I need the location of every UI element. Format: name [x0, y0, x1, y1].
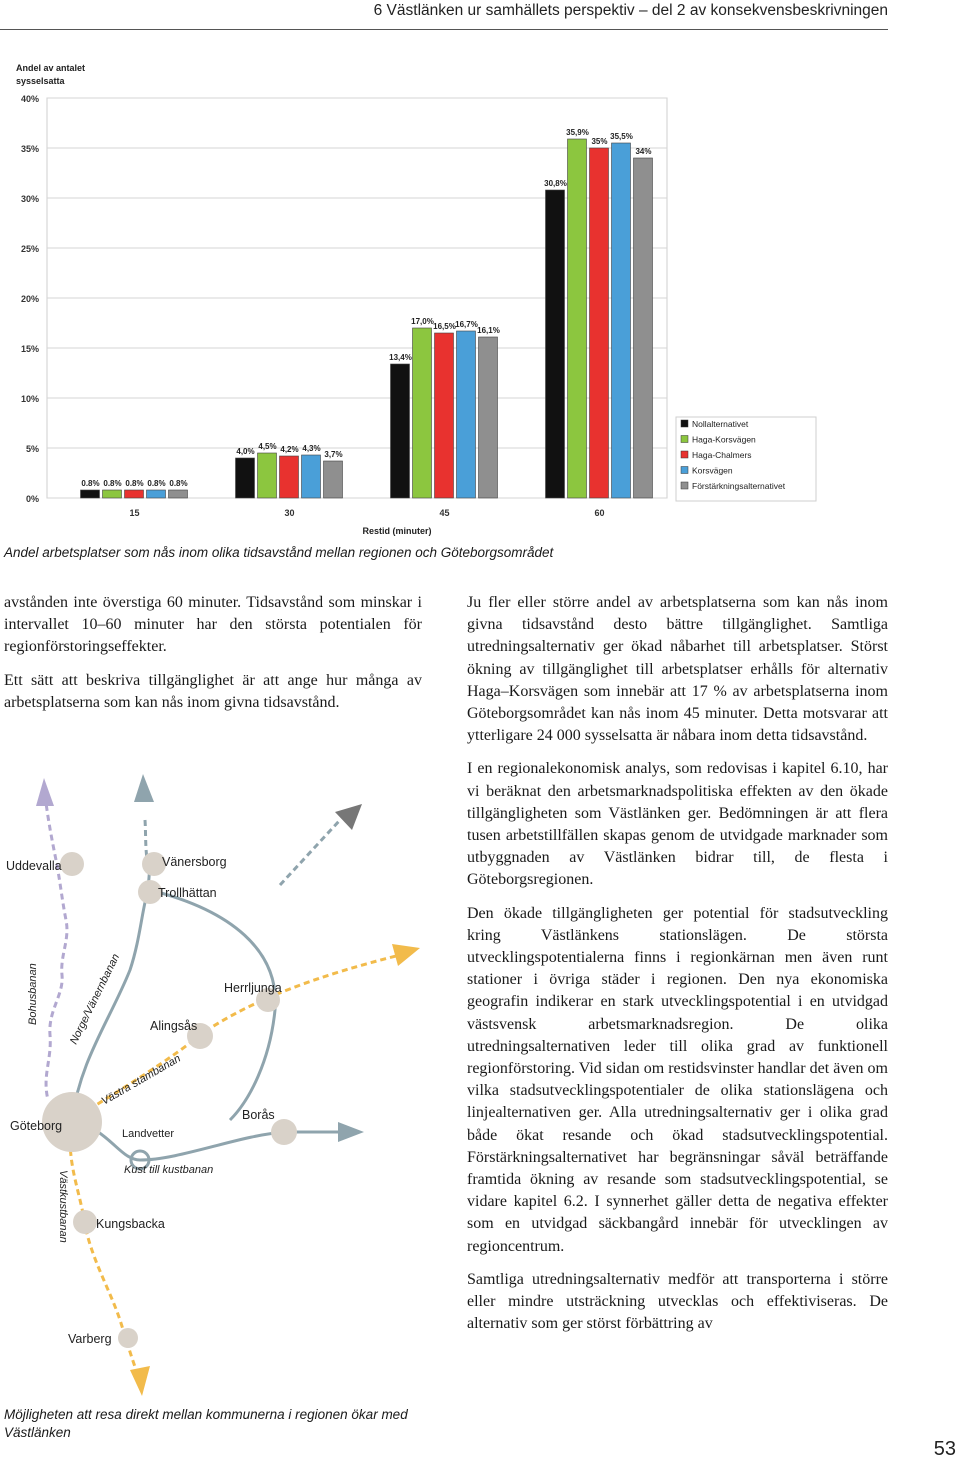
bar [147, 490, 166, 498]
y-tick-label: 35% [20, 144, 39, 154]
bar [236, 458, 255, 498]
data-label: 0.8% [81, 479, 100, 488]
label-bohusbanan: Bohusbanan [27, 963, 39, 1025]
bar [435, 333, 454, 498]
legend-swatch [681, 436, 688, 443]
label-landvetter: Landvetter [122, 1128, 174, 1140]
y-tick-label: 15% [20, 344, 39, 354]
y-axis-label: sysselsatta [16, 76, 65, 86]
data-label: 4,2% [280, 445, 299, 454]
right-text-column [467, 592, 888, 1347]
bohusbanan-line [45, 795, 67, 1100]
page-number: 53 [933, 1438, 956, 1460]
data-label: 16,5% [433, 322, 456, 331]
rail-network-map [0, 760, 450, 1400]
data-label: 34% [635, 147, 652, 156]
bar [457, 331, 476, 498]
legend-label: Haga-Chalmers [692, 450, 752, 460]
data-label: 35,5% [610, 132, 633, 141]
data-label: 13,4% [389, 353, 412, 362]
data-label: 4,5% [258, 442, 277, 451]
data-label: 0.8% [169, 479, 188, 488]
bar [391, 364, 410, 498]
data-label: 16,7% [455, 320, 478, 329]
left-text-column [4, 592, 422, 725]
label-uddevalla: Uddevalla [6, 859, 62, 873]
bar [568, 139, 587, 498]
y-axis-label: Andel av antalet [16, 63, 86, 73]
label-alingsas: Alingsås [150, 1019, 198, 1033]
y-tick-label: 20% [20, 294, 39, 304]
bar-chart-svg [0, 55, 830, 540]
y-tick-label: 25% [20, 244, 39, 254]
paragraph: I en regionalekonomisk analys, som redovisas i kapitel 6.10, har vi beräknat den arbetsmarknadspolitiska effekten av den ökade tillgängligheten som Västlänken ger. Bedömningen är att flera tusen arbetstillfällen skapas genom de utvidgade marknader som utbyggnaden av Västlänken bidrar till, de flesta i Göteborgsregionen. [467, 760, 888, 889]
east-arrow-grey [338, 1122, 364, 1142]
label-goteborg: Göteborg [10, 1119, 63, 1133]
station-kungsbacka [73, 1210, 97, 1234]
header-rule [0, 29, 888, 30]
paragraph: Ett sätt att beskriva tillgänglighet är att ange hur många av arbetsplatserna som kan nås inom givna tidsavstånd. [4, 671, 422, 711]
legend-swatch [681, 451, 688, 458]
east-arrow-yellow [392, 944, 420, 966]
bar [302, 455, 321, 498]
station-varberg [118, 1328, 138, 1348]
bar [81, 490, 100, 498]
label-vastra-stambanan: Västra stambanan [99, 1052, 183, 1108]
bar [125, 490, 144, 498]
north-arrow [134, 774, 154, 802]
data-label: 3,7% [324, 450, 343, 459]
y-tick-label: 40% [20, 94, 39, 104]
bar-chart [0, 55, 830, 540]
bohusbanan-arrow [36, 778, 54, 806]
bar [479, 337, 498, 498]
trollhattan-herrljunga-line [150, 890, 275, 1120]
paragraph: avstånden inte överstiga 60 minuter. Tidsavstånd som minskar i intervallet 10–60 minuter har den största potentialen för regionförstoringseffekter. [4, 594, 422, 656]
label-trollhattan: Trollhättan [158, 886, 217, 900]
label-vastkustbanan: Västkustbanan [57, 1170, 69, 1243]
x-tick-label: 45 [439, 508, 450, 518]
legend-swatch [681, 467, 688, 474]
kust-till-kustbanan-line [72, 1120, 340, 1160]
data-label: 17,0% [411, 317, 434, 326]
bar [169, 490, 188, 498]
map-caption: Möjligheten att resa direkt mellan kommunerna i regionen ökar med Västlänken [4, 1407, 408, 1440]
y-tick-label: 0% [25, 494, 39, 504]
bar [103, 490, 122, 498]
data-label: 0.8% [103, 479, 122, 488]
data-label: 4,0% [236, 447, 255, 456]
legend-label: Haga-Korsvägen [692, 434, 756, 445]
label-varberg: Varberg [68, 1332, 112, 1346]
bar [324, 461, 343, 498]
legend-label: Förstärkningsalternativet [692, 481, 786, 491]
chart-caption: Andel arbetsplatser som nås inom olika tidsavstånd mellan regionen och Göteborgsområdet [4, 545, 554, 560]
label-vanersborg: Vänersborg [162, 855, 227, 869]
label-norge-vanernbanan: Norge/Vänernbanan [67, 952, 123, 1047]
bar [590, 148, 609, 498]
northeast-arrow [335, 804, 362, 830]
northeast-dotted-line [280, 820, 340, 885]
label-herrljunga: Herrljunga [224, 981, 282, 995]
x-tick-label: 60 [594, 508, 605, 518]
x-axis-label: Restid (minuter) [362, 526, 432, 536]
station-boras [271, 1119, 297, 1145]
legend-label: Korsvägen [692, 465, 733, 476]
paragraph: Ju fler eller större andel av arbetsplatserna som kan nås inom givna tidsavstånd desto bättre tillgänglighet. Samtliga utredningsalternativ ger ökad nåbarhet till arbetsplatser. Störst ökning av tillgänglighet till arbetsplatser erhålls för alternativ Haga–Korsvägen som innebär att 17 % av arbetsplatserna inom Göteborgsområdet kan nås inom 45 minuter. Detta motsvarar att ytterligare 24 000 sysselsatta är nåbara inom detta tidsavstånd. [467, 594, 888, 745]
bar [546, 190, 565, 498]
data-label: 0.8% [125, 479, 144, 488]
legend-swatch [681, 482, 688, 489]
data-label: 35% [591, 137, 608, 146]
station-uddevalla [60, 852, 84, 876]
running-header: 6 Västlänken ur samhällets perspektiv – del 2 av konsekvensbeskrivningen [373, 2, 888, 19]
bar [280, 456, 299, 498]
paragraph: Den ökade tillgängligheten ger potential för stadsutveckling kring Västlänkens stationslägen. De största utvecklingspotentialerna finns i regionkärnan men även runt stationer i övriga städer i regionen. Den nya ekonomiska geografin indikerar en stark utvecklingspotential i en utvidgad västsvensk arbetsmarknadsregion. De olika utredningsalternativen leder till olika grad av funktionell regionförstoring. Vid sidan om restidsvinster handlar det även om vilka stadsutvecklingspotentialer de olika stationslägena och linjealternativen ger. Alla utredningsalternativ ger i olika grad både ökat resande och ökad stadsutvecklingspotential. Förstärkningsalternativet har begränsningar såväl beträffande framtida ökning av resande som stadsutvecklingspotential, se vidare kapitel 6.2. I synnerhet gäller detta de negativa effekter som en utvidgad säckbangård innebär för utvecklingen av regioncentrum. [467, 904, 888, 1255]
x-tick-label: 15 [129, 508, 140, 518]
legend-label: Nollalternativet [692, 419, 749, 429]
data-label: 16,1% [477, 326, 500, 335]
label-kungsbacka: Kungsbacka [96, 1217, 165, 1231]
data-label: 0.8% [147, 479, 166, 488]
bar [634, 158, 653, 498]
y-tick-label: 10% [20, 394, 39, 404]
data-label: 35,9% [566, 128, 589, 137]
y-tick-label: 5% [25, 444, 39, 454]
bar [413, 328, 432, 498]
legend-swatch [681, 420, 688, 427]
label-boras: Borås [242, 1108, 275, 1122]
south-arrow [130, 1366, 150, 1396]
x-tick-label: 30 [284, 508, 295, 518]
rail-map-svg [0, 760, 450, 1400]
bar [258, 453, 277, 498]
label-kust-till-kustbanan: Kust till kustbanan [124, 1164, 214, 1176]
y-tick-label: 30% [20, 194, 39, 204]
data-label: 4,3% [302, 444, 321, 453]
data-label: 30,8% [544, 179, 567, 188]
bar [612, 143, 631, 498]
paragraph: Samtliga utredningsalternativ medför att transporterna i större eller mindre utsträckning utvecklas och effektiviseras. De alternativ som ger störst förbättring av [467, 1270, 888, 1333]
